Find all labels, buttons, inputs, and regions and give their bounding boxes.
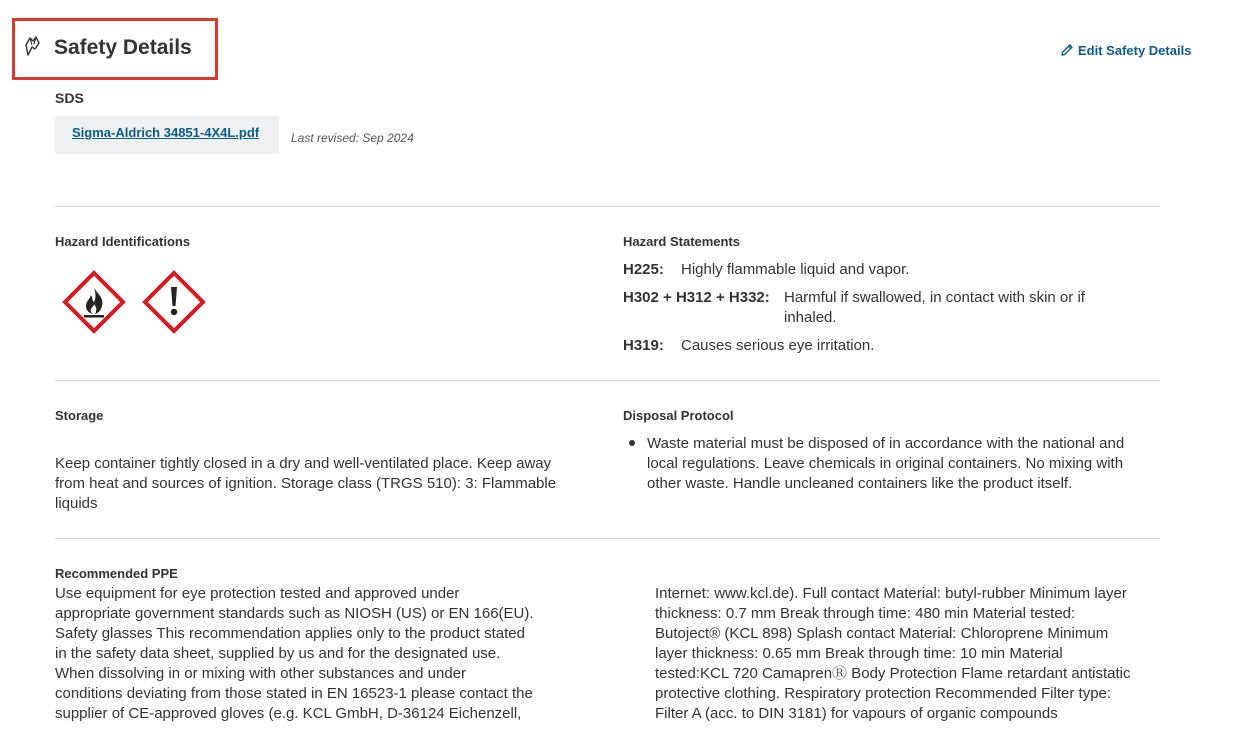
hazard-statement-row bbox=[623, 337, 875, 354]
ppe-line: conditions deviating from those stated in EN 16523-1 please contact the bbox=[55, 685, 533, 702]
edit-safety-details-link[interactable] bbox=[1060, 43, 1191, 58]
disposal-protocol-label: Disposal Protocol bbox=[623, 408, 734, 423]
ppe-line: tested:KCL 720 CamaprenⓇ Body Protection Flame retardant antistatic bbox=[655, 665, 1131, 682]
hazard-statement-row bbox=[623, 289, 1085, 326]
sds-file-link[interactable]: Sigma-Aldrich 34851-4X4L.pdf bbox=[72, 125, 260, 140]
ppe-line: Butoject® (KCL 898) Splash contact Material: Chloroprene Minimum bbox=[655, 625, 1109, 642]
ppe-text-right bbox=[655, 584, 1131, 724]
disposal-line: Waste material must be disposed of in accordance with the national and bbox=[647, 435, 1125, 452]
ppe-line: layer thickness: 0.65 mm Break through time: 10 min Material bbox=[655, 645, 1063, 662]
ppe-line: Internet: www.kcl.de). Full contact Material: butyl-rubber Minimum layer bbox=[655, 585, 1127, 602]
storage-text bbox=[55, 454, 556, 514]
sds-label: SDS bbox=[55, 90, 84, 106]
hand-safety-icon bbox=[24, 35, 42, 57]
sds-file-chip bbox=[55, 116, 279, 154]
hazard-text: Causes serious eye irritation. bbox=[681, 337, 875, 354]
ppe-line: Safety glasses This recommendation applies only to the product stated bbox=[55, 625, 525, 642]
ppe-line: in the safety data sheet, supplied by us and for the designated use. bbox=[55, 645, 501, 662]
sds-last-revised: Last revised: Sep 2024 bbox=[291, 131, 414, 145]
hazard-text: Highly flammable liquid and vapor. bbox=[681, 261, 910, 278]
divider bbox=[55, 206, 1160, 207]
pencil-icon bbox=[1060, 43, 1074, 57]
hazard-code: H302 + H312 + H332: bbox=[623, 289, 770, 306]
list-bullet bbox=[629, 440, 635, 446]
storage-line: Keep container tightly closed in a dry and well-ventilated place. Keep away bbox=[55, 455, 552, 472]
page-title: Safety Details bbox=[54, 36, 192, 59]
storage-line: liquids bbox=[55, 495, 98, 512]
ppe-line: thickness: 0.7 mm Break through time: 480 min Material tested: bbox=[655, 605, 1076, 622]
ppe-line: supplier of CE-approved gloves (e.g. KCL GmbH, D-36124 Eichenzell, bbox=[55, 705, 522, 722]
storage-label: Storage bbox=[55, 408, 104, 423]
hazard-identifications-label: Hazard Identifications bbox=[55, 234, 191, 249]
disposal-line: other waste. Handle uncleaned containers like the product itself. bbox=[647, 475, 1073, 492]
edit-safety-details-label: Edit Safety Details bbox=[1078, 43, 1192, 58]
storage-line: from heat and sources of ignition. Storage class (TRGS 510): 3: Flammable bbox=[55, 475, 557, 492]
flame-icon bbox=[62, 270, 126, 334]
ppe-line: appropriate government standards such as NIOSH (US) or EN 166(EU). bbox=[55, 605, 534, 622]
ppe-line: Use equipment for eye protection tested and approved under bbox=[55, 585, 460, 602]
ppe-line: Filter A (acc. to DIN 3181) for vapours of organic compounds bbox=[655, 705, 1058, 722]
hazard-text-continued: inhaled. bbox=[784, 309, 837, 326]
disposal-line: local regulations. Leave chemicals in original containers. No mixing with bbox=[647, 455, 1124, 472]
ppe-line: When dissolving in or mixing with other substances and under bbox=[55, 665, 467, 682]
divider bbox=[55, 380, 1160, 381]
exclamation-mark-icon bbox=[142, 270, 206, 334]
hazard-text: Harmful if swallowed, in contact with skin or if bbox=[784, 289, 1085, 306]
hazard-code: H319: bbox=[623, 337, 664, 354]
ppe-text-left bbox=[55, 584, 534, 724]
hazard-code: H225: bbox=[623, 261, 664, 278]
hazard-statements-label: Hazard Statements bbox=[623, 234, 741, 249]
recommended-ppe-label: Recommended PPE bbox=[55, 566, 178, 581]
hazard-statement-row bbox=[623, 261, 910, 278]
ppe-line: protective clothing. Respiratory protection Recommended Filter type: bbox=[655, 685, 1112, 702]
divider bbox=[55, 538, 1160, 539]
disposal-text bbox=[647, 434, 1124, 494]
